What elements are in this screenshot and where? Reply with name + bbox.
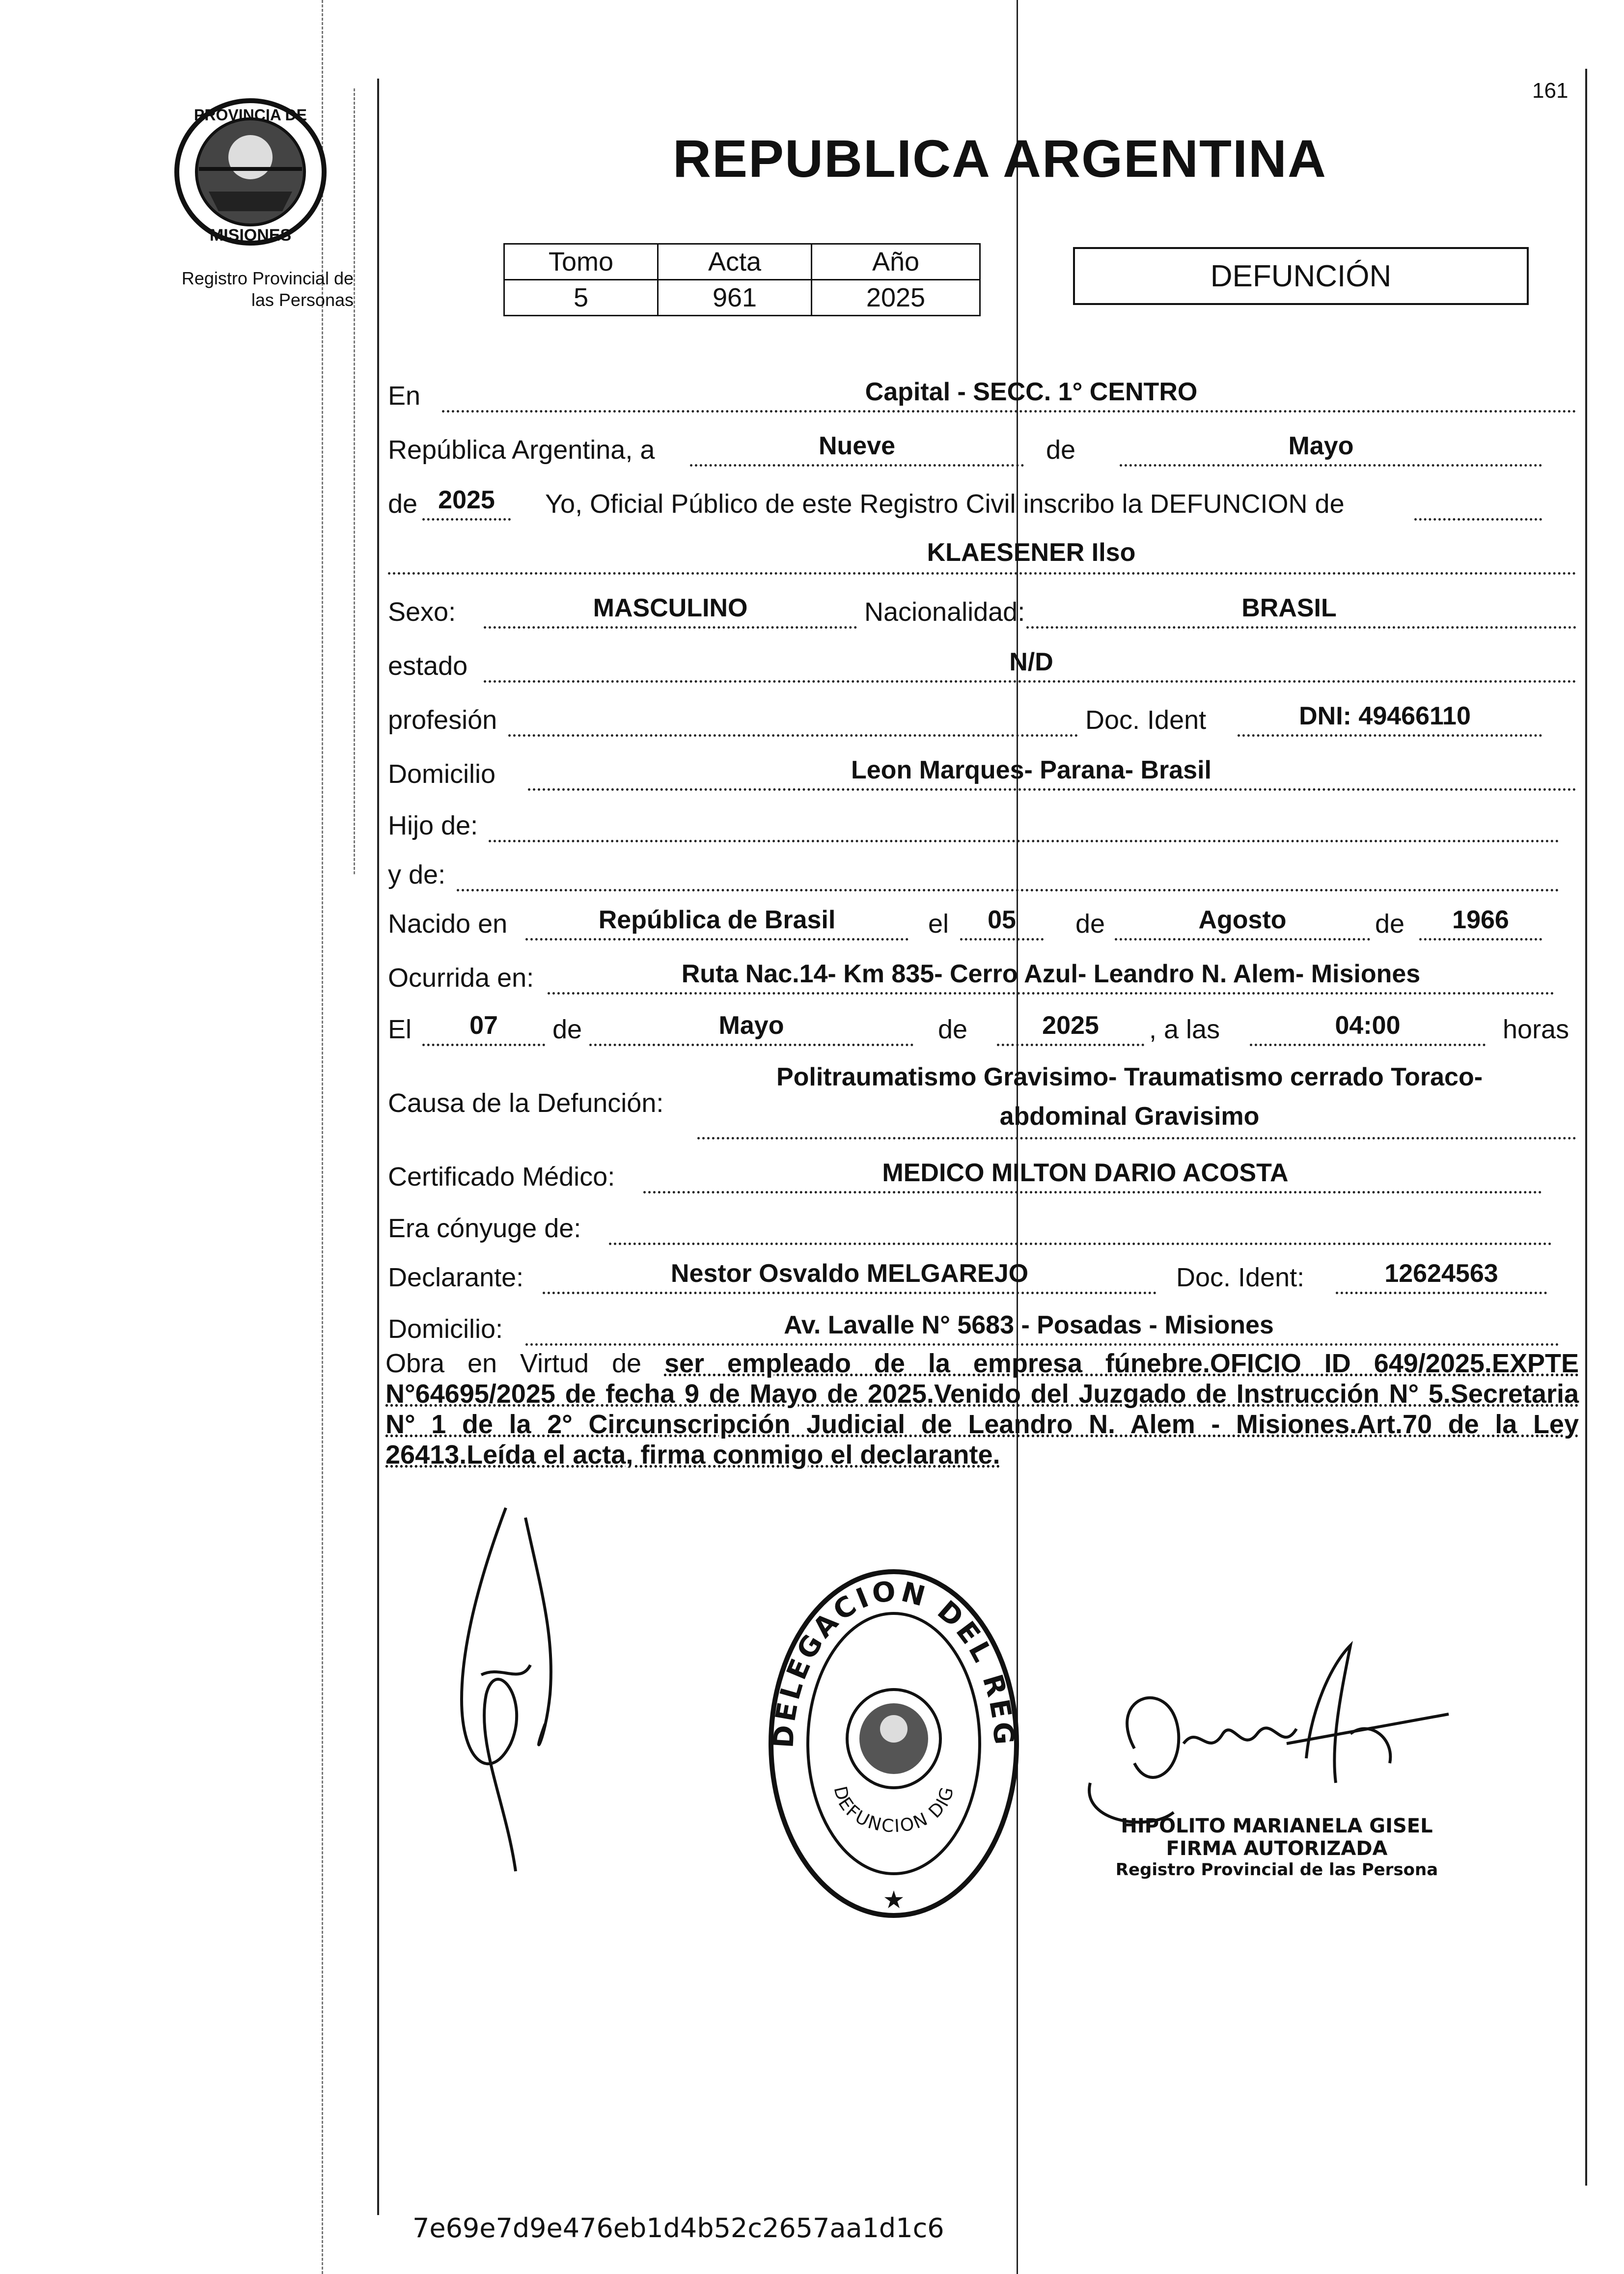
- margin-dash-line-2: [354, 88, 357, 874]
- sexo-label: Sexo:: [388, 597, 456, 627]
- certificado-value: MEDICO MILTON DARIO ACOSTA: [882, 1159, 1289, 1187]
- birth-year: 1966: [1452, 906, 1509, 934]
- logo-text-top: PROVINCIA DE: [194, 106, 307, 124]
- footer-hash: 7e69e7d9e476eb1d4b52c2657aa1d1c6: [413, 2213, 944, 2244]
- hijo-label: Hijo de:: [388, 811, 478, 840]
- domicilio-label-2: Domicilio:: [388, 1314, 503, 1344]
- en-label: En: [388, 381, 421, 411]
- declarante-domicilio-dotted-line: [525, 1343, 1559, 1346]
- oficial-text: Yo, Oficial Público de este Registro Civil inscribo la DEFUNCION de: [545, 489, 1345, 519]
- yde-label: y de:: [388, 860, 446, 889]
- declarante-value: Nestor Osvaldo MELGAREJO: [670, 1259, 1029, 1288]
- birth-day-dotted-line: [960, 938, 1044, 941]
- death-year-dotted-line: [997, 1044, 1144, 1046]
- declarante-label: Declarante:: [388, 1263, 524, 1292]
- acta-header: Acta: [658, 244, 812, 280]
- causa-line-2: abdominal Gravisimo: [999, 1102, 1260, 1131]
- tomo-header: Tomo: [504, 244, 658, 280]
- profesion-label: profesión: [388, 705, 497, 735]
- causa-dotted-line: [697, 1137, 1576, 1139]
- certificado-dotted-line: [643, 1191, 1542, 1193]
- en-value: Capital - SECC. 1° CENTRO: [865, 378, 1198, 406]
- oficial-dotted-line: [1414, 518, 1542, 521]
- signatory-office: Registro Provincial de las Persona: [1115, 1860, 1438, 1880]
- conyuge-label: Era cónyuge de:: [388, 1214, 581, 1243]
- ocurrida-label: Ocurrida en:: [388, 963, 534, 993]
- authorized-signature: [1075, 1636, 1459, 1842]
- yde-dotted-line: [457, 889, 1559, 891]
- document-title: REPUBLICA ARGENTINA: [673, 129, 1327, 188]
- sexo-dotted-line: [484, 626, 857, 629]
- declarante-doc: 12624563: [1384, 1259, 1498, 1288]
- record-type-box: DEFUNCIÓN: [1073, 247, 1529, 305]
- year-value: 2025: [438, 486, 495, 514]
- de-label-4: de: [552, 1015, 582, 1044]
- anio-value: 2025: [812, 280, 980, 316]
- ocurrida-dotted-line: [548, 992, 1554, 995]
- signatory-block: [1105, 1815, 1449, 1880]
- sexo-value: MASCULINO: [593, 594, 748, 622]
- year-prefix: de: [388, 489, 418, 519]
- signatory-role: FIRMA AUTORIZADA: [1166, 1837, 1388, 1860]
- death-time-dotted-line: [1250, 1044, 1486, 1046]
- birth-month-dotted-line: [1115, 938, 1370, 941]
- anio-header: Año: [812, 244, 980, 280]
- nacido-dotted-line: [525, 938, 908, 941]
- declarante-domicilio: Av. Lavalle N° 5683 - Posadas - Misiones: [784, 1311, 1274, 1339]
- de-label-2: de: [1075, 909, 1105, 939]
- nacido-label: Nacido en: [388, 909, 508, 939]
- en-dotted-line: [442, 410, 1576, 413]
- de-label-3: de: [1375, 909, 1405, 939]
- alas-label: , a las: [1149, 1015, 1220, 1044]
- registry-label: [147, 268, 354, 311]
- doc-ident-dotted-line: [1238, 734, 1542, 737]
- profesion-dotted-line: [508, 734, 1078, 737]
- doc-ident-value: DNI: 49466110: [1299, 702, 1471, 730]
- obra-paragraph: [385, 1348, 1579, 1470]
- deceased-name: KLAESENER Ilso: [927, 538, 1136, 567]
- margin-dash-line: [322, 0, 325, 2274]
- provincia-misiones-logo: [169, 93, 331, 250]
- estado-dotted-line: [484, 680, 1576, 683]
- month-dotted-line: [1120, 464, 1542, 467]
- death-time: 04:00: [1335, 1011, 1401, 1040]
- stamp-star-icon: ★: [882, 1886, 905, 1913]
- signatory-name: HIPOLITO MARIANELA GISEL: [1121, 1815, 1433, 1837]
- year-dotted-line: [422, 518, 511, 521]
- death-month: Mayo: [718, 1011, 784, 1040]
- nacido-value: República de Brasil: [598, 906, 836, 934]
- death-month-dotted-line: [589, 1044, 913, 1046]
- left-border-line: [377, 79, 379, 2215]
- page-number: 161: [1532, 79, 1569, 103]
- month-value: Mayo: [1288, 432, 1354, 460]
- day-value: Nueve: [818, 432, 896, 460]
- domicilio-label: Domicilio: [388, 759, 496, 789]
- obra-text: ser empleado de la empresa fúnebre.OFICIO ID 649/2025.EXPTE N°64695/2025 de fecha 9 de Mayo de 2025.Venido del Juzgado de Instrucción N° 5.Secretaria N° 1 de la 2° Circunscripción Judicial de Leandro N. Alem - Misiones.Art.70 de la Ley 26413.Leída el acta, firma conmigo el declarante.: [385, 1349, 1579, 1470]
- nacionalidad-value: BRASIL: [1241, 594, 1337, 622]
- estado-value: N/D: [1009, 648, 1053, 676]
- de-label: de: [1046, 435, 1076, 465]
- doc-ident-label-2: Doc. Ident:: [1176, 1263, 1305, 1292]
- domicilio-dotted-line: [528, 788, 1576, 791]
- certificado-label: Certificado Médico:: [388, 1162, 615, 1192]
- stamp-outer-text: DELEGACION DEL REG: [768, 1575, 1020, 1749]
- domicilio-value: Leon Marques- Parana- Brasil: [851, 756, 1211, 784]
- birth-month: Agosto: [1198, 906, 1287, 934]
- republica-label: República Argentina, a: [388, 435, 655, 465]
- death-day-dotted-line: [422, 1044, 545, 1046]
- declarante-dotted-line: [543, 1292, 1156, 1294]
- stamp-inner-text: DEFUNCION DIG: [829, 1784, 958, 1837]
- day-dotted-line: [690, 464, 1024, 467]
- nacionalidad-label: Nacionalidad:: [864, 597, 1025, 627]
- death-year: 2025: [1042, 1011, 1099, 1040]
- record-table: [503, 243, 981, 316]
- birth-year-dotted-line: [1419, 938, 1542, 941]
- horas-label: horas: [1503, 1015, 1569, 1044]
- tomo-value: 5: [504, 280, 658, 316]
- nacionalidad-dotted-line: [1026, 626, 1576, 629]
- registry-stamp: [756, 1562, 1031, 1935]
- right-border-line: [1585, 69, 1587, 2186]
- registry-label-line1: Registro Provincial de: [181, 268, 354, 288]
- name-dotted-line: [388, 572, 1576, 575]
- ocurrida-value: Ruta Nac.14- Km 835- Cerro Azul- Leandro N. Alem- Misiones: [681, 960, 1421, 988]
- declarante-doc-dotted-line: [1336, 1292, 1547, 1294]
- hijo-dotted-line: [489, 840, 1559, 842]
- el-label: el: [928, 909, 949, 939]
- acta-value: 961: [658, 280, 812, 316]
- obra-prefix: Obra en Virtud de: [385, 1349, 642, 1378]
- estado-label: estado: [388, 651, 468, 681]
- de-label-5: de: [938, 1015, 968, 1044]
- birth-day: 05: [988, 906, 1016, 934]
- causa-label: Causa de la Defunción:: [388, 1088, 664, 1118]
- declarant-signature: [432, 1488, 594, 1891]
- doc-ident-label: Doc. Ident: [1085, 705, 1207, 735]
- conyuge-dotted-line: [609, 1243, 1552, 1245]
- el-label-2: El: [388, 1015, 412, 1044]
- registry-label-line2: las Personas: [251, 290, 354, 310]
- logo-text-bottom: MISIONES: [209, 226, 292, 245]
- death-day: 07: [469, 1011, 498, 1040]
- causa-line-1: Politraumatismo Gravisimo- Traumatismo cerrado Toraco-: [776, 1063, 1483, 1091]
